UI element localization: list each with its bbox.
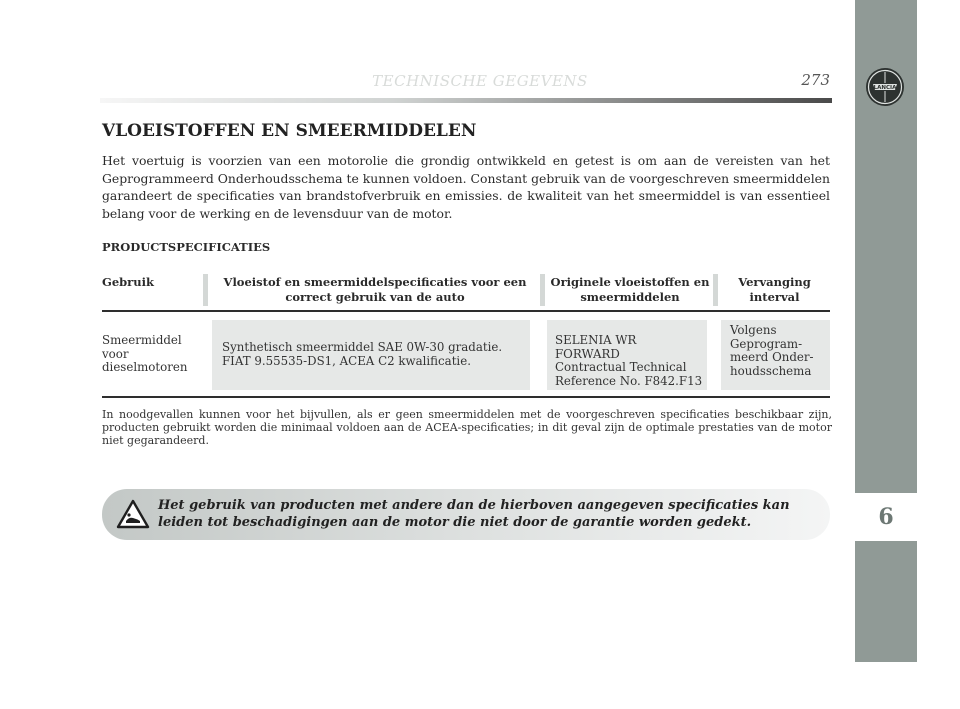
warning-text: Het gebruik van producten met andere dan de hierboven aangegeven specificaties kan leiden tot beschadigingen aan de motor die niet door de garantie worden gedekt. bbox=[158, 498, 790, 530]
column-header-use: Gebruik bbox=[102, 275, 154, 289]
cell-interval-line: meerd Onder- bbox=[730, 350, 814, 364]
cell-original-fluids bbox=[555, 334, 705, 388]
cell-use bbox=[102, 334, 202, 375]
cell-use-line: dieselmotoren bbox=[102, 360, 188, 374]
cell-use-line: voor bbox=[102, 346, 129, 361]
warning-triangle-icon bbox=[116, 499, 150, 529]
section-title: VLOEISTOFFEN EN SMEERMIDDELEN bbox=[102, 121, 477, 141]
cell-spec-line: FIAT 9.55535-DS1, ACEA C2 kwalificatie. bbox=[222, 353, 471, 368]
cell-interval bbox=[730, 324, 828, 378]
intro-paragraph: Het voertuig is voorzien van een motorolie die grondig ontwikkeld en getest is om aan de vereisten van het Geprogrammeerd Onderhoudsschema te kunnen voldoen. Constant gebruik van de voorgeschreven smeermiddelen garandeert de specificaties van brandstofverbruik en emissies. de kwaliteit van het smeermiddel is van essentieel belang voor de werking en de levensduur van de motor. bbox=[102, 153, 830, 221]
column-separator bbox=[203, 274, 208, 306]
cell-interval-line: houdsschema bbox=[730, 363, 812, 378]
running-header-title: TECHNISCHE GEGEVENS bbox=[372, 72, 588, 90]
cell-original-line: Reference No. F842.F13 bbox=[555, 373, 703, 388]
lancia-logo-icon bbox=[865, 67, 905, 107]
table-bottom-rule bbox=[102, 396, 830, 398]
page-number: 273 bbox=[801, 71, 830, 89]
column-header-interval: Vervanging interval bbox=[738, 275, 811, 304]
column-header-specification: Vloeistof en smeermiddelspecificaties voor een correct gebruik van de auto bbox=[223, 275, 527, 304]
header-rule bbox=[100, 98, 832, 103]
footnote-paragraph: In noodgevallen kunnen voor het bijvullen, als er geen smeermiddelen met de voorgeschreven specificaties beschikbaar zijn, producten gebruikt worden die minimaal voldoen aan de ACEA-specificaties; in dit geval zijn de optimale prestaties van de motor niet gegarandeerd. bbox=[102, 408, 832, 447]
table-top-rule bbox=[102, 310, 830, 312]
column-header-original-fluids: Originele vloeistoffen en smeermiddelen bbox=[550, 275, 710, 304]
warning-box bbox=[102, 489, 830, 540]
cell-spec-line: Synthetisch smeermiddel SAE 0W-30 gradatie. bbox=[222, 340, 503, 354]
chapter-number: 6 bbox=[855, 493, 917, 541]
cell-original-line: Contractual Technical bbox=[555, 360, 687, 374]
column-separator bbox=[713, 274, 718, 306]
cell-original-line: SELENIA WR FORWARD bbox=[555, 333, 637, 361]
column-separator bbox=[540, 274, 545, 306]
subsection-title: PRODUCTSPECIFICATIES bbox=[102, 240, 271, 254]
svg-text:LANCIA: LANCIA bbox=[873, 85, 897, 91]
cell-interval-line: Geprogram- bbox=[730, 336, 803, 351]
cell-use-line: Smeermiddel bbox=[102, 333, 182, 347]
cell-interval-line: Volgens bbox=[730, 323, 777, 337]
cell-specification bbox=[222, 341, 522, 368]
